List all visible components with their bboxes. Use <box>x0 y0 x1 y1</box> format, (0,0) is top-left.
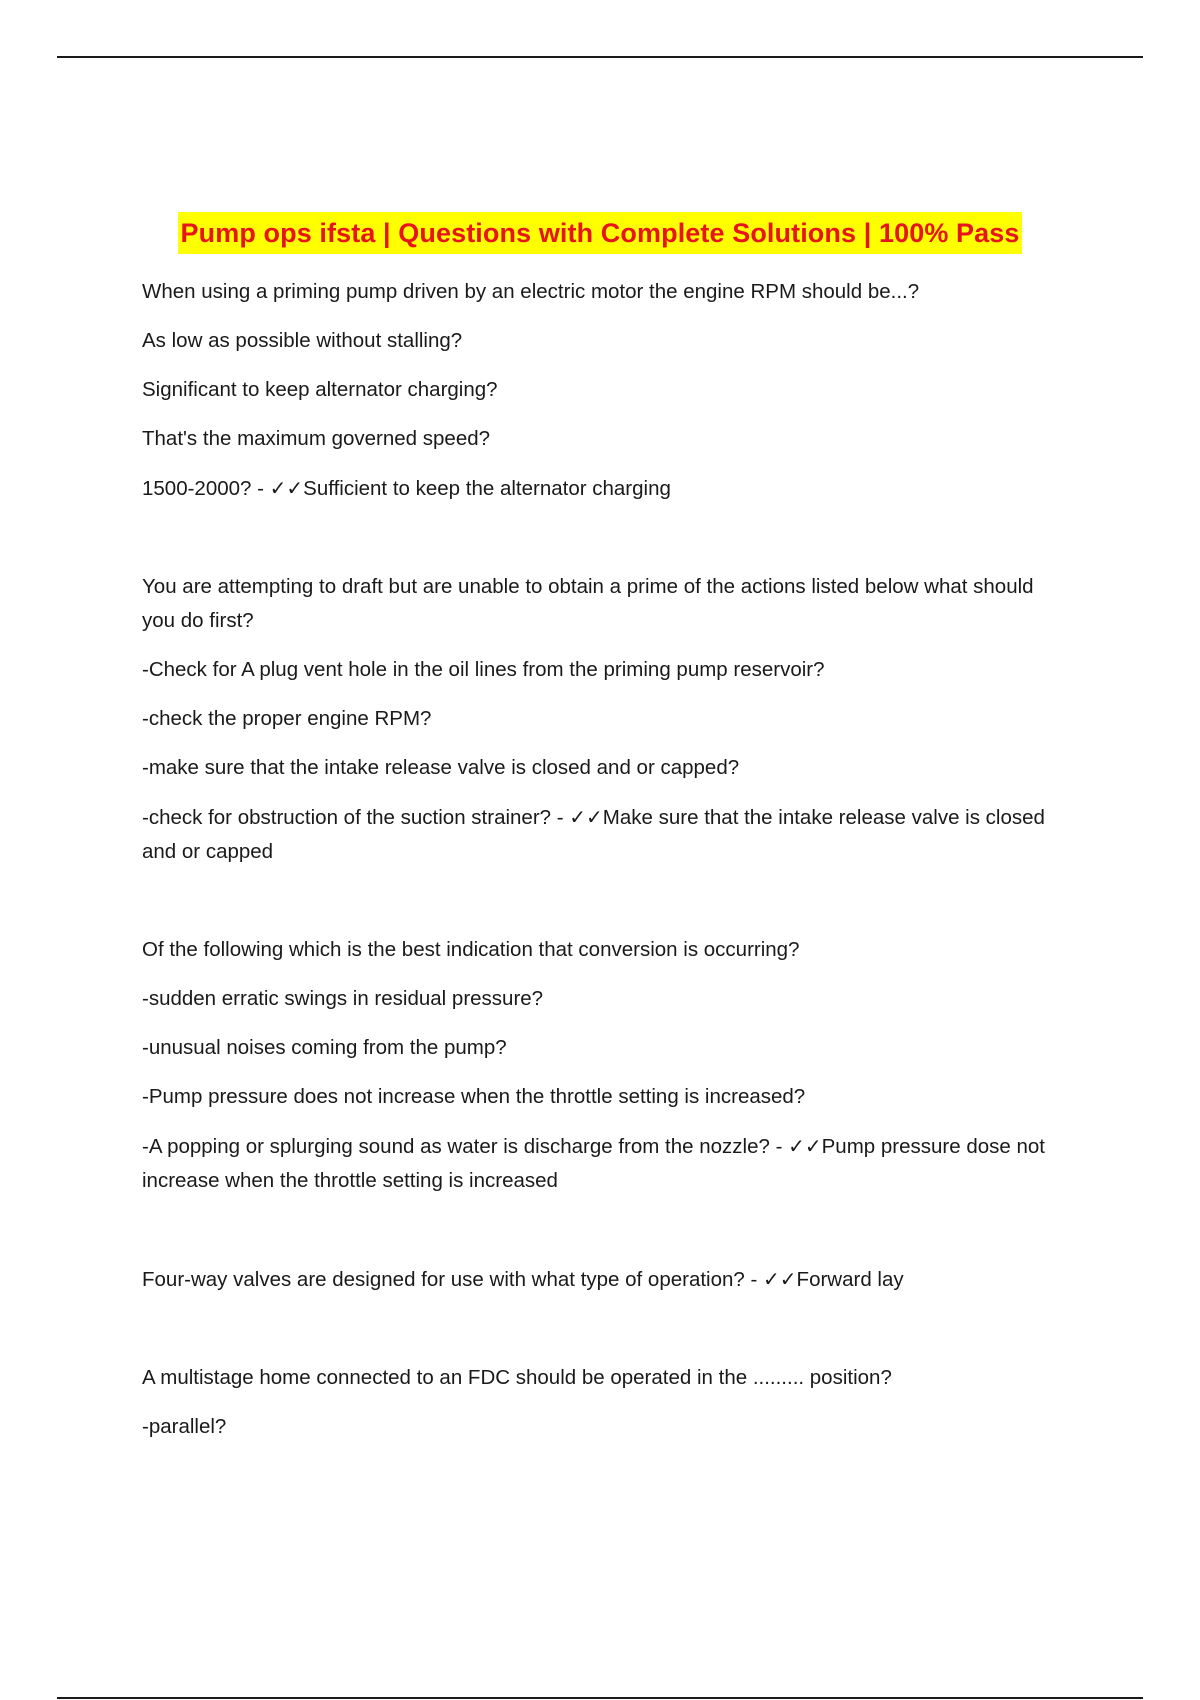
option-text: -Pump pressure does not increase when the throttle setting is increased? <box>142 1085 806 1108</box>
option-text: 1500-2000? - <box>142 477 270 500</box>
title-area <box>0 212 1200 254</box>
answer-text: Make sure that the intake release valve is closed and or capped <box>142 806 1045 863</box>
question-block-3 <box>142 933 1072 1198</box>
question-block-1 <box>142 275 1072 506</box>
document-title: Pump ops ifsta | Questions with Complete Solutions | 100% Pass <box>178 212 1023 254</box>
double-check-icon: ✓✓ <box>269 476 304 500</box>
option-text: -check the proper engine RPM? <box>142 707 432 730</box>
answer-text: Forward lay <box>796 1268 904 1291</box>
question-with-answer <box>142 1262 1072 1297</box>
question-block-2 <box>142 570 1072 869</box>
question-text: Four-way valves are designed for use with what type of operation? - <box>142 1268 764 1291</box>
option-text: -sudden erratic swings in residual pressure? <box>142 987 544 1010</box>
option-text: -unusual noises coming from the pump? <box>142 1036 507 1059</box>
document-body <box>142 275 1072 1508</box>
double-check-icon: ✓✓ <box>788 1134 822 1158</box>
option-text: That's the maximum governed speed? <box>142 427 491 450</box>
double-check-icon: ✓✓ <box>569 805 603 829</box>
option-text: -check for obstruction of the suction strainer? - <box>142 806 570 829</box>
option-text: As low as possible without stalling? <box>142 329 463 352</box>
option-text: -Check for A plug vent hole in the oil lines from the priming pump reservoir? <box>142 658 825 681</box>
answer-text: Sufficient to keep the alternator charging <box>303 477 671 500</box>
bottom-rule <box>57 1697 1143 1699</box>
option-with-answer <box>142 1129 1072 1198</box>
question-text: You are attempting to draft but are unable to obtain a prime of the actions listed below what should you do first? <box>142 575 1034 632</box>
option-text: Significant to keep alternator charging? <box>142 378 498 401</box>
double-check-icon: ✓✓ <box>763 1267 797 1291</box>
option-with-answer <box>142 471 1072 506</box>
answer-text: Pump pressure dose not increase when the throttle setting is increased <box>142 1135 1045 1192</box>
question-block-4 <box>142 1262 1072 1297</box>
option-text: -parallel? <box>142 1415 227 1438</box>
option-text: -A popping or splurging sound as water is discharge from the nozzle? - <box>142 1135 789 1158</box>
question-text: When using a priming pump driven by an electric motor the engine RPM should be...? <box>142 280 920 303</box>
top-rule <box>57 56 1143 58</box>
question-text: Of the following which is the best indication that conversion is occurring? <box>142 938 800 961</box>
option-text: -make sure that the intake release valve is closed and or capped? <box>142 756 740 779</box>
option-with-answer <box>142 800 1072 869</box>
question-text: A multistage home connected to an FDC should be operated in the ......... position? <box>142 1366 892 1389</box>
question-block-5 <box>142 1361 1072 1444</box>
